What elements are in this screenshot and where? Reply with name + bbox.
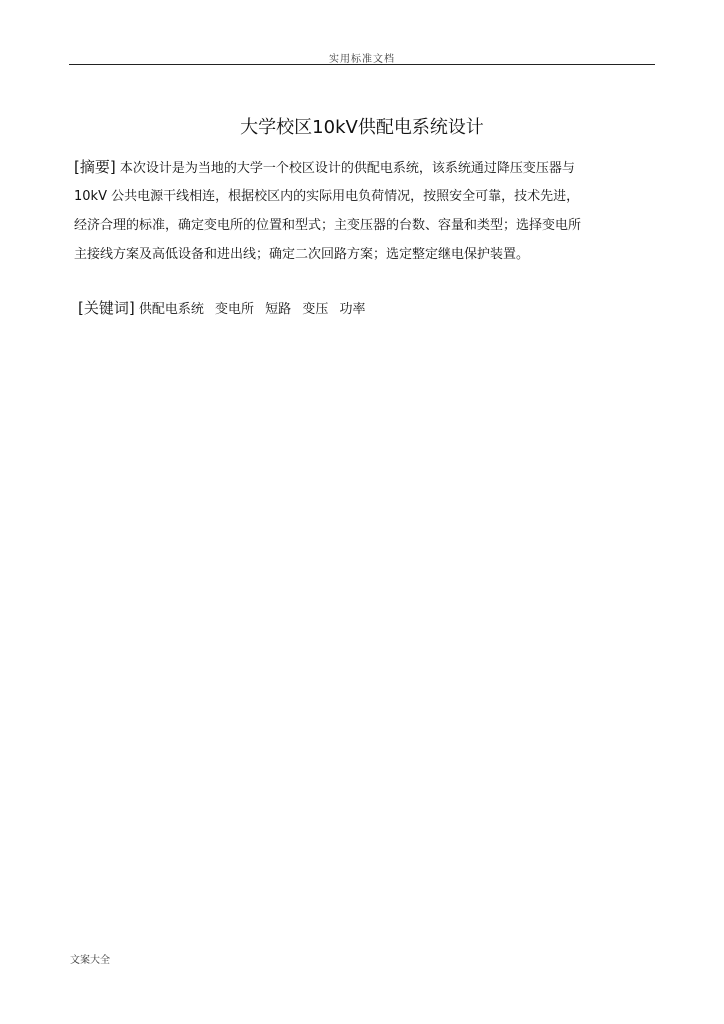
abstract-line — [74, 153, 664, 182]
abstract-label: [摘要] — [74, 158, 116, 176]
abstract-line: 10kV 公共电源干线相连，根据校区内的实际用电负荷情况，按照安全可靠，技术先进， — [74, 189, 580, 204]
keyword: 功率 — [339, 302, 366, 317]
keywords-line — [78, 294, 658, 322]
keyword: 短路 — [265, 302, 292, 317]
keywords-label: [关键词] — [78, 299, 135, 317]
keyword: 变电所 — [215, 302, 255, 317]
abstract-line: 经济合理的标准，确定变电所的位置和型式；主变压器的台数、容量和类型；选择变电所 — [74, 218, 582, 233]
keyword: 变压 — [302, 302, 329, 317]
keyword: 供配电系统 — [138, 302, 204, 317]
page-header: 实用标准文档 — [329, 54, 395, 65]
abstract-text: 本次设计是为当地的大学一个校区设计的供配电系统，该系统通过降压变压器与 — [119, 161, 575, 176]
header-divider — [69, 64, 655, 65]
abstract-paragraph — [74, 153, 664, 269]
abstract-line: 主接线方案及高低设备和进出线；确定二次回路方案；选定整定继电保护装置。 — [74, 247, 530, 262]
page-footer: 文案大全 — [70, 955, 110, 966]
document-title: 大学校区10kV供配电系统设计 — [240, 117, 484, 138]
